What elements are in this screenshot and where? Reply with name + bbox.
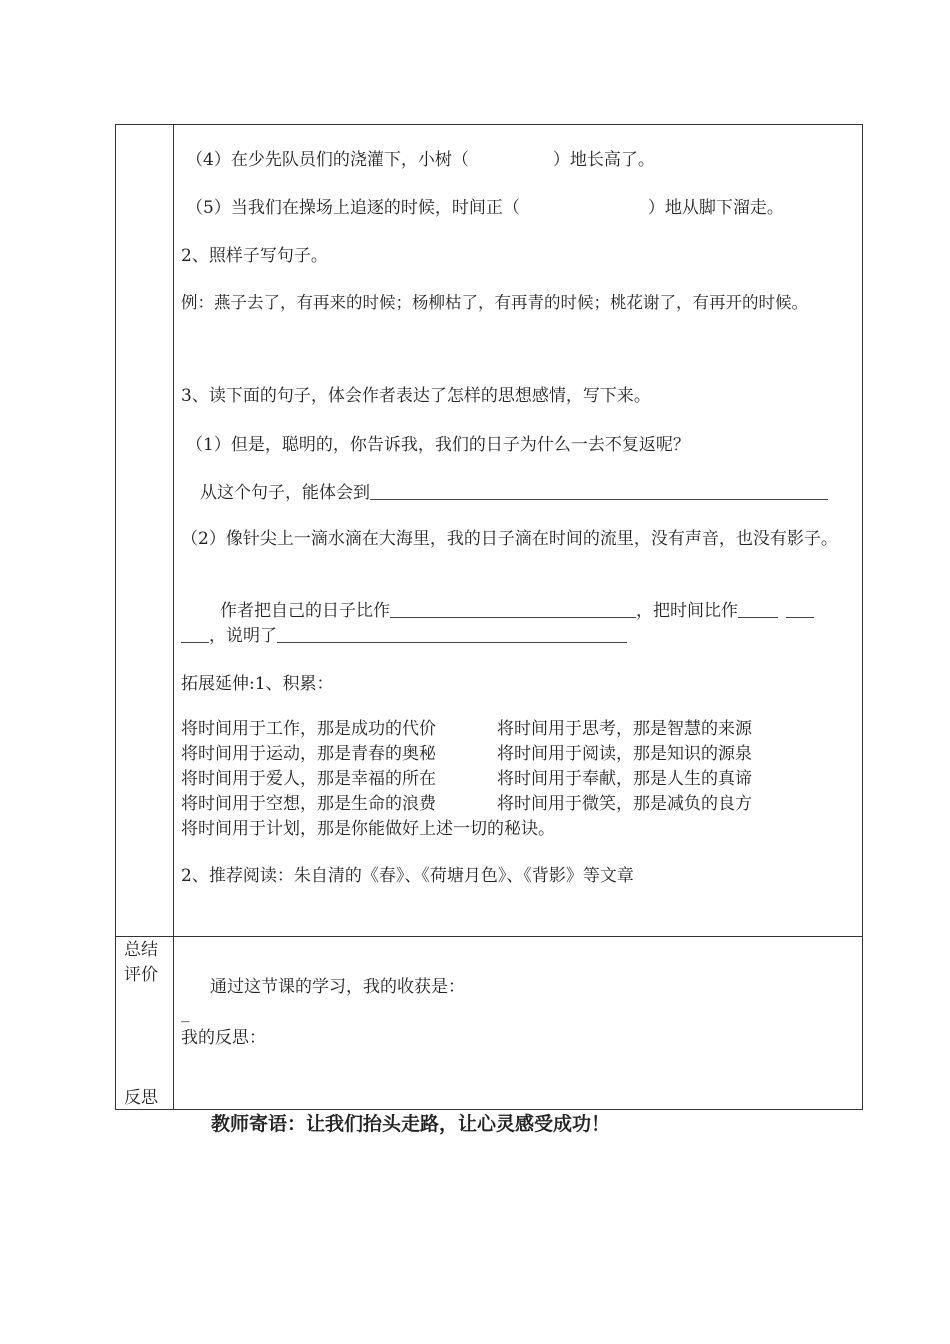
extension-line-left: 将时间用于空想，那是生命的浪费 — [181, 794, 436, 814]
row-divider — [116, 936, 862, 937]
answer-line[interactable] — [181, 624, 209, 643]
q1-item-5-text: （5）当我们在操场上追逐的时候，时间正（ — [186, 198, 520, 218]
teacher-message: 教师寄语：让我们抬头走路，让心灵感受成功！ — [211, 1113, 611, 1135]
q2-heading: 2、照样子写句子。 — [181, 246, 328, 266]
gain-prompt: 通过这节课的学习，我的收获是： — [210, 977, 465, 997]
reflection-prompt: 我的反思： — [181, 1028, 266, 1048]
extension-line-left: 将时间用于爱人，那是幸福的所在 — [181, 769, 436, 789]
summary-label: 总结 — [124, 940, 158, 960]
q3-answer-2-line2 — [181, 624, 627, 648]
reflection-side-label: 反思 — [124, 1088, 158, 1108]
q3-answer-2-prompt-c: ，说明了 — [209, 626, 277, 646]
q3-answer-2-prompt-b: ，把时间比作 — [636, 601, 738, 621]
evaluation-label: 评价 — [124, 965, 158, 985]
extension-line-left: 将时间用于运动，那是青春的奥秘 — [181, 744, 436, 764]
q3-answer-2-line1 — [220, 599, 814, 623]
extension-line-right: 将时间用于微笑，那是减负的良方 — [497, 794, 752, 814]
column-divider — [173, 125, 174, 1109]
recommended-reading: 2、推荐阅读：朱自清的《春》、《荷塘月色》、《背影》等文章 — [181, 866, 634, 886]
extension-line-left: 将时间用于工作，那是成功的代价 — [181, 719, 436, 739]
q1-item-5 — [186, 196, 784, 220]
q3-answer-2-prompt: 作者把自己的日子比作 — [220, 601, 390, 621]
q3-heading: 3、读下面的句子，体会作者表达了怎样的思想感情，写下来。 — [181, 386, 651, 406]
answer-line[interactable] — [390, 599, 636, 618]
q1-item-4-text: （4）在少先队员们的浇灌下，小树（ — [186, 150, 469, 170]
q3-sentence-1: （1）但是，聪明的，你告诉我，我们的日子为什么一去不复返呢？ — [186, 435, 690, 455]
q3-answer-1-prompt: 从这个句子，能体会到 — [200, 483, 370, 503]
extension-last-line: 将时间用于计划，那是你能做好上述一切的秘诀。 — [181, 819, 555, 839]
gain-answer-line[interactable]: _ — [181, 1003, 190, 1023]
q1-item-4 — [186, 148, 655, 172]
extension-line-right: 将时间用于阅读，那是知识的源泉 — [497, 744, 752, 764]
q3-answer-1 — [200, 481, 828, 505]
answer-line[interactable] — [370, 481, 828, 500]
answer-line[interactable] — [786, 599, 814, 618]
answer-line[interactable] — [738, 599, 778, 618]
extension-line-right: 将时间用于思考，那是智慧的来源 — [497, 719, 752, 739]
q1-item-5-end: ）地从脚下溜走。 — [647, 198, 784, 218]
extension-heading: 拓展延伸:1、积累： — [181, 674, 334, 694]
answer-line[interactable] — [277, 624, 627, 643]
q1-item-4-end: ）地长高了。 — [552, 150, 655, 170]
q2-example: 例：燕子去了，有再来的时候；杨柳枯了，有再青的时候；桃花谢了，有再开的时候。 — [181, 293, 808, 312]
extension-line-right: 将时间用于奉献，那是人生的真谛 — [497, 769, 752, 789]
q3-sentence-2: （2）像针尖上一滴水滴在大海里，我的日子滴在时间的流里，没有声音，也没有影子。 — [181, 529, 838, 549]
